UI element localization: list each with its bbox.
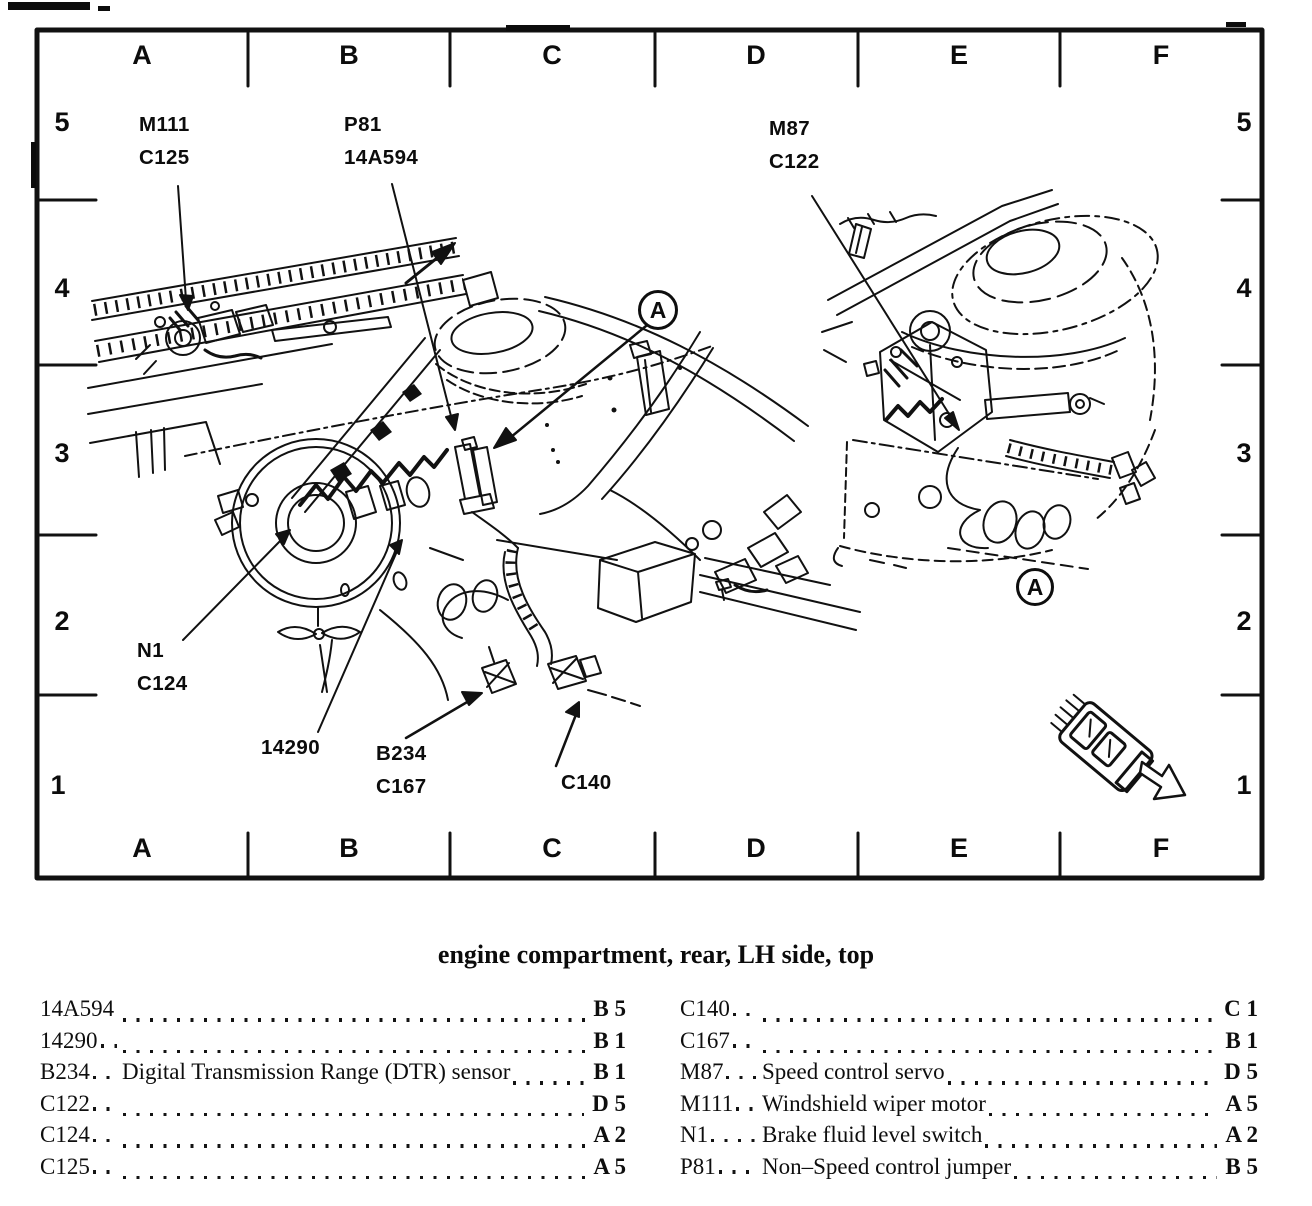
callout-m87-c122	[769, 112, 820, 178]
grid-col-label: B	[339, 40, 359, 70]
dot-leader	[726, 1076, 757, 1079]
dot-leader	[93, 1076, 117, 1079]
grid-row-label: 1	[1236, 770, 1252, 800]
view-marker-letter: A	[1026, 573, 1044, 600]
index-desc: Speed control servo	[762, 1059, 945, 1084]
right-illustration	[812, 190, 1170, 569]
dot-leader	[123, 1144, 585, 1147]
index-column-right	[680, 996, 1258, 1185]
grid-col-label: D	[746, 40, 766, 70]
callout-line: M111	[139, 113, 190, 136]
index-code: 14A594	[40, 996, 115, 1021]
dot-leader	[985, 1144, 1217, 1147]
dot-leader	[711, 1139, 757, 1142]
grid-row-label: 5	[1236, 107, 1252, 137]
index-gridref: D 5	[1224, 1059, 1258, 1084]
index-desc: Brake fluid level switch	[762, 1122, 983, 1147]
callout-line: 14A594	[344, 146, 419, 169]
index-gridref: D 5	[592, 1090, 626, 1116]
callout-line: P81	[344, 113, 382, 136]
index-code: P81	[680, 1153, 716, 1179]
callout-c140	[561, 766, 612, 799]
index-gridref: B 1	[593, 1027, 626, 1053]
callout-b234-c167	[376, 737, 427, 803]
dot-leader	[123, 1018, 585, 1021]
dot-leader	[948, 1081, 1216, 1084]
grid-row-label: 5	[54, 107, 70, 137]
index-entry	[680, 1091, 1258, 1123]
index-code: C124	[40, 1122, 90, 1147]
figure-caption: engine compartment, rear, LH side, top	[437, 940, 875, 969]
index-gridref: B 5	[593, 996, 626, 1021]
index-code: M87	[680, 1059, 724, 1084]
index-entry	[680, 1059, 1258, 1091]
index-gridref: B 1	[1225, 1027, 1258, 1053]
index-entry	[40, 1059, 626, 1091]
index-gridref: A 2	[593, 1122, 626, 1147]
index-gridref: A 5	[593, 1153, 626, 1179]
grid-col-label: B	[339, 833, 359, 863]
index-gridref: A 2	[1225, 1122, 1258, 1147]
grid-col-label: F	[1152, 833, 1170, 863]
dot-leader	[1014, 1176, 1217, 1179]
grid-row-label: 4	[54, 273, 70, 303]
index-entry	[40, 1028, 626, 1060]
index-entry	[680, 1122, 1258, 1154]
dot-leader	[989, 1113, 1217, 1116]
left-illustration	[88, 184, 860, 766]
callout-line: 14290	[261, 736, 321, 759]
grid-col-label: A	[132, 833, 152, 863]
callout-line: N1	[137, 639, 165, 662]
grid-row-label: 2	[1236, 606, 1252, 636]
view-marker-a-1	[638, 290, 678, 330]
callout-line: C167	[376, 775, 427, 798]
grid-row-label: 1	[50, 770, 66, 800]
callout-line: C122	[769, 150, 820, 173]
view-marker-a-2	[1016, 568, 1054, 606]
index-entry	[40, 1154, 626, 1186]
grid-col-label: D	[746, 833, 766, 863]
grid-frame	[37, 30, 1262, 878]
index-desc: Windshield wiper motor	[762, 1090, 986, 1116]
index-code: C122	[40, 1090, 90, 1116]
connector-direction-icon	[1044, 689, 1185, 799]
dot-leader	[123, 1176, 585, 1179]
view-marker-letter: A	[649, 296, 667, 323]
dot-leader	[101, 1044, 118, 1047]
index-gridref: B 1	[593, 1059, 626, 1084]
grid-col-label: A	[132, 40, 152, 70]
index-gridref: B 5	[1225, 1153, 1258, 1179]
dot-leader	[736, 1107, 757, 1110]
dot-leader	[719, 1170, 757, 1173]
dot-leader	[123, 1050, 585, 1053]
callout-p81-14a594	[344, 108, 418, 174]
dot-leader	[763, 1018, 1216, 1021]
index-column-left	[40, 996, 626, 1185]
index-gridref: C 1	[1224, 996, 1258, 1021]
grid-row-label: 3	[54, 438, 70, 468]
index-gridref: A 5	[1225, 1090, 1258, 1116]
index-entry	[680, 1028, 1258, 1060]
dot-leader	[763, 1050, 1217, 1053]
callout-line: C125	[139, 146, 190, 169]
index-entry	[680, 996, 1258, 1028]
index-code: M111	[680, 1090, 734, 1116]
dot-leader	[93, 1170, 117, 1173]
index-entry	[40, 1122, 626, 1154]
callout-n1-c124	[137, 634, 188, 700]
callout-m111-c125	[139, 108, 190, 174]
index-code: N1	[680, 1122, 709, 1147]
dot-leader	[733, 1044, 757, 1047]
grid-row-label: 3	[1236, 438, 1252, 468]
index-entry	[40, 1091, 626, 1123]
callout-line: B234	[376, 742, 427, 765]
index-code: 14290	[40, 1027, 98, 1053]
dot-leader	[733, 1013, 757, 1016]
grid-col-label: E	[949, 40, 969, 70]
index-code: C140	[680, 996, 730, 1021]
index-desc: Non–Speed control jumper	[762, 1153, 1012, 1179]
index-desc: Digital Transmission Range (DTR) sensor	[122, 1059, 511, 1084]
callout-line: C140	[561, 771, 612, 794]
dot-leader	[93, 1139, 117, 1142]
grid-row-label: 2	[54, 606, 70, 636]
grid-col-label: E	[949, 833, 969, 863]
index-entry	[40, 996, 626, 1028]
callout-line: C124	[137, 672, 188, 695]
grid-col-label: F	[1152, 40, 1170, 70]
grid-col-label: C	[542, 833, 562, 863]
index-entry	[680, 1154, 1258, 1186]
index-code: C125	[40, 1153, 90, 1179]
grid-row-label: 4	[1236, 273, 1252, 303]
index-code: C167	[680, 1027, 730, 1053]
grid-col-label: C	[542, 40, 562, 70]
dot-leader	[513, 1081, 585, 1084]
dot-leader	[123, 1113, 584, 1116]
callout-line: M87	[769, 117, 811, 140]
dot-leader	[93, 1107, 117, 1110]
callout-14290	[261, 731, 320, 764]
index-code: B234	[40, 1059, 90, 1084]
